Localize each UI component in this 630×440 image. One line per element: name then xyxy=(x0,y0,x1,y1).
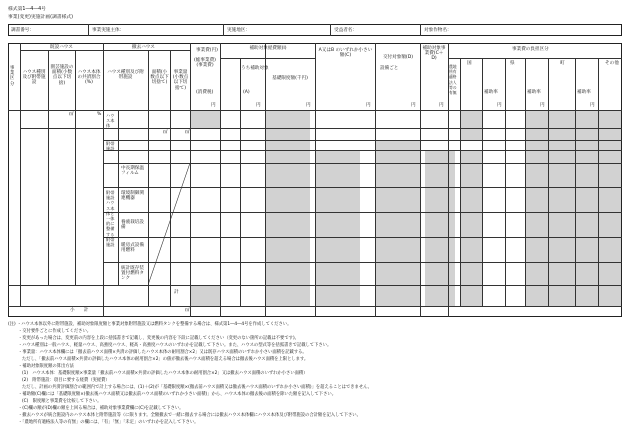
note-line: (C) 限度額と事業費を比較して下さい。 xyxy=(22,399,102,404)
beneficiary-field: 受益者名： xyxy=(334,27,357,33)
applicant-field: 調書番号： xyxy=(11,27,34,33)
form-number: 様式第1―4―4号 xyxy=(8,7,46,12)
row-house-body: ハウス本体 xyxy=(106,113,115,129)
yen-unit: 円 xyxy=(439,103,444,108)
row-aux-group: 附帯施設ハウス本体と一体的に整備する附帯施設 xyxy=(106,190,115,248)
col-project-cost: 事業費(円) xyxy=(196,48,218,53)
col-house-type-new: ハウス種別及び附帯施設 xyxy=(107,70,144,81)
col-calc-a: (A) xyxy=(243,90,250,95)
note-line: ・補助額(C)欄には「基礎限度額×(撤去後ハウス面積又は撤去前ハウス面積のいずれか小さい面積)」から、ハウス本体の撤去後の面積を除いた額を記入して下さい。 xyxy=(18,392,336,397)
col-project-cost-total: (総事業費)(事業費) xyxy=(194,58,216,69)
col-subsidy-max: 基礎限度額(千円) xyxy=(272,76,308,81)
col-subsidy-rate-1: 補助率 xyxy=(484,90,498,95)
row-item2: 環境制御関連機器 xyxy=(121,191,144,202)
note-line: ・撤去ハウスが統合施設内のハウス本体と附帯施設等（に限ります。全額撤去で一緒に撤去する場合には撤去ハウス本体欄にハウス本体及び附帯施設の合計額を記入して下さい。 xyxy=(18,413,361,418)
note-line: ・交付要件ごとに作成してください。 xyxy=(18,329,92,334)
col-area-new: 面積(小数点以下切捨て) xyxy=(150,70,169,86)
yen-unit: 円 xyxy=(540,103,545,108)
diagonal-strike xyxy=(148,163,190,285)
district-field: 実施地区： xyxy=(227,27,250,33)
note-line: (1) ハウス本体：基礎限度額×事業量「撤去前ハウス面積×共済の評価したハウス本体の耐用割合×2」又は撤去ハウス面積のいずれか小さい面積） xyxy=(22,371,308,376)
col-subsidy-rate-2: 補助率 xyxy=(527,90,541,95)
col-municipality: 町 xyxy=(560,61,565,66)
note-line: (2) 附帯施設：項目に要する経費（実経費） xyxy=(22,378,110,383)
note-line: ただし、計画の共済評価割合の範囲内で計上する場合には、(1)＋(2)が「基礎限度額×(撤去前ハウス面積又は撤去後ハウス面積のいずれか小さい面積)」を超えることはできません。 xyxy=(22,385,372,390)
col-subsidy-target: 交付対象額(D) xyxy=(382,55,414,60)
yen-unit: 円 xyxy=(256,103,261,108)
col-subsidy-house: うち補助対象 xyxy=(241,66,269,71)
unit-m2: ㎡ xyxy=(69,112,74,117)
yen-unit: 円 xyxy=(366,103,371,108)
crop-field: 対象作物名： xyxy=(424,27,452,33)
note-line: ・変更があった場合は、変更前の内容を上段に括弧書きで記載し、変更後の内容を下段に記載してください（変更のない箇所の記載は不要です)。 xyxy=(18,336,299,341)
col-project-cost-sub: (消費税) xyxy=(196,90,214,95)
row-auxiliary: 附帯施設 xyxy=(106,141,115,152)
note-line: ・事業量：ハウス本体欄には「撤去前ハウス面積×共済の評価したハウス本体の耐用割合×2」又は既存ハウス面積のいずれか小さい面積を記載する。 xyxy=(18,350,307,355)
unit-pct: % xyxy=(97,112,102,117)
note-line: ただし、「撤去前ハウス面積×共済の評価したハウス本体の耐用割合×2」の値が撤去後ハウス面積を超える場合は撤去後ハウス面積を上限とします。 xyxy=(22,357,309,362)
col-subsidy-rate-3: 補助率 xyxy=(577,90,591,95)
col-national: 国 xyxy=(467,61,472,66)
yen-unit: 円 xyxy=(306,103,311,108)
note-line: ・(C)欄の額が(D)欄の額を上回る場合は、補助対象事業費欄に(C)を記載して下さい。 xyxy=(18,406,184,411)
row-item4: 暖房式設備用燃料 xyxy=(121,243,144,254)
col-insurance: 農地所有適格法人等の有無 xyxy=(449,64,457,96)
col-cost-new: 事業量(小数点以下切捨て) xyxy=(172,70,189,91)
col-area-existing: 園芸施設の面積(小数点以下切捨) xyxy=(50,65,74,86)
col-per-facility: 設備ごと xyxy=(380,66,399,71)
unit-m2: ㎡ xyxy=(163,130,168,135)
note-line: ・「農地所有適格法人等の有無」の欄には、「有」「無」「未定」のいずれかを記入して下さい。 xyxy=(18,420,199,425)
col-subsidy-base: 補助対象経費額(I) xyxy=(249,46,287,51)
col-share-existing: ハウス本体の共済割合(%) xyxy=(77,70,101,86)
yen-unit: 円 xyxy=(211,103,216,108)
row-item3: 養液栽培設備 xyxy=(121,220,144,231)
col-existing-house: 既設ハウス xyxy=(50,45,73,50)
col-subsidy-amount: 補助対象事業費(C＋D) xyxy=(422,46,446,62)
implementer-field: 事業実施主体： xyxy=(92,27,125,33)
col-burden: 事業費の負担区分 xyxy=(512,47,549,52)
form-title: 事業(変更)実施計画(調書様式) xyxy=(8,15,74,20)
col-house-type-existing: ハウス種別及び附帯施設 xyxy=(22,70,46,86)
note-line: ・補助対象限度額の算出方法 xyxy=(18,364,74,369)
yen-unit: 円 xyxy=(590,103,595,108)
row-total: 小 計 xyxy=(70,308,89,313)
row-grand: 計 xyxy=(174,290,179,295)
unit-m2: ㎡ xyxy=(185,130,190,135)
col-item: 事業区分 xyxy=(10,66,15,87)
note-line: (注) ・ハウス本体以外に附帯施設、補助対象限度額と事業対象附帯施設又は燃料タンクを整備する場合は、様式第1―4―4号を作成してください。 xyxy=(8,322,292,327)
unit-m2: ㎡ xyxy=(185,308,190,313)
row-item1: 中長期保温フィルム xyxy=(121,166,144,177)
col-other: その他 xyxy=(605,61,619,66)
row-item5: 統計既存装置付燃料タンク xyxy=(121,266,144,282)
col-new-house: 撤去ハウス xyxy=(132,45,155,50)
col-min-value: A又はB のいずれか小さい額(C) xyxy=(318,48,373,59)
yen-unit: 円 xyxy=(497,103,502,108)
yen-unit: 円 xyxy=(411,103,416,108)
col-prefecture: 県 xyxy=(510,61,515,66)
note-line: ・ハウス種別は一般ハウス、軽量ハウス、高強度ハウス、軽高・高強度ハウスのいずれかを記載して下さい。また、ハウスの型式等を括弧書きで記載して下さい。 xyxy=(18,343,332,348)
